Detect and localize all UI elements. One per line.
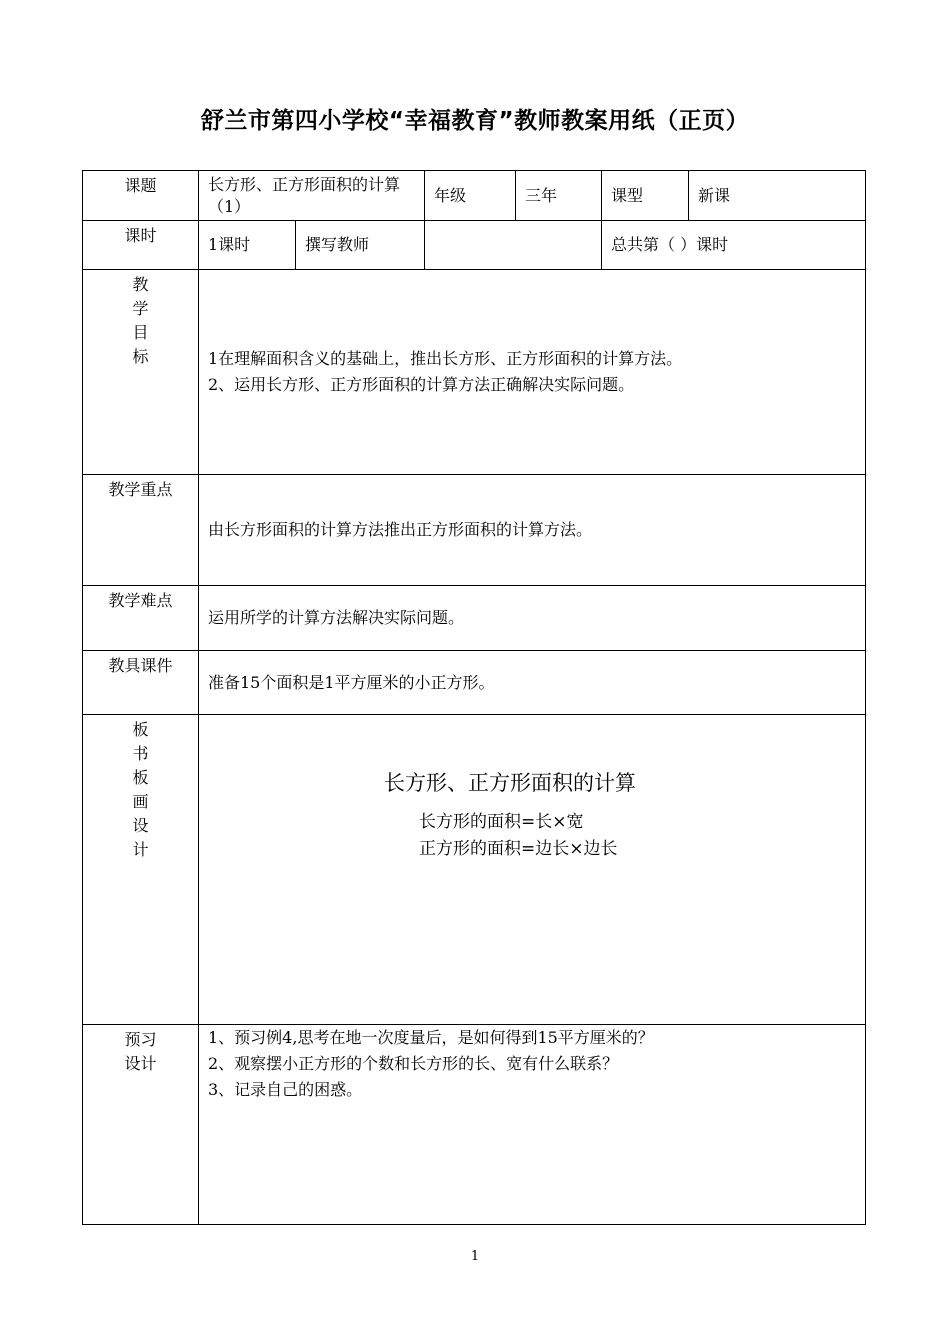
hours-value: 1课时 (199, 221, 296, 270)
author-label: 撰写教师 (296, 221, 425, 270)
preview-label (83, 1025, 199, 1225)
hours-label: 课时 (83, 221, 199, 270)
preview-label-line: 设计 (124, 1054, 157, 1073)
row-hours (83, 221, 866, 270)
lesson-type-value: 新课 (689, 171, 866, 221)
goals-label-char: 标 (132, 347, 149, 366)
lesson-type-label: 课型 (602, 171, 689, 221)
goals-label-char: 学 (132, 299, 149, 318)
grade-label: 年级 (425, 171, 516, 221)
square-area-formula: 正方形的面积=边长×边长 (419, 839, 618, 859)
grade-value: 三年 (516, 171, 602, 221)
lesson-plan-table (82, 170, 866, 1225)
row-difficulty (83, 586, 866, 651)
preview-line: 2、观察摆小正方形的个数和长方形的长、宽有什么联系？ (208, 1054, 619, 1073)
goal-line: 1在理解面积含义的基础上，推出长方形、正方形面积的计算方法。 (208, 349, 683, 368)
row-topic (83, 171, 866, 221)
board-label-char: 计 (132, 840, 149, 859)
row-board (83, 715, 866, 1025)
row-tools (83, 651, 866, 715)
board-heading: 长方形、正方形面积的计算 (384, 771, 636, 795)
tools-label: 教具课件 (83, 651, 199, 715)
difficulty-text: 运用所学的计算方法解决实际问题。 (199, 586, 866, 651)
goals-label-char: 教 (132, 275, 149, 294)
tools-text: 准备15个面积是1平方厘米的小正方形。 (199, 651, 866, 715)
topic-value: 长方形、正方形面积的计算（1） (199, 171, 425, 221)
topic-label: 课题 (83, 171, 199, 221)
preview-line: 1、预习例4,思考在地一次度量后，是如何得到15平方厘米的？ (208, 1028, 654, 1047)
preview-content (199, 1025, 866, 1225)
board-label-char: 画 (132, 792, 149, 811)
row-key-point (83, 475, 866, 586)
author-value (425, 221, 602, 270)
preview-label-line: 预习 (124, 1030, 157, 1049)
board-content (199, 715, 866, 1025)
board-label-char: 设 (132, 816, 149, 835)
rect-area-formula: 长方形的面积=长×宽 (419, 812, 584, 832)
total-hours-label: 总共第（ ）课时 (602, 221, 866, 270)
goals-label-char: 目 (132, 323, 149, 342)
board-label-char: 板 (132, 720, 149, 739)
board-label-char: 板 (132, 768, 149, 787)
difficulty-label: 教学难点 (83, 586, 199, 651)
document-title: 舒兰市第四小学校“幸福教育”教师教案用纸（正页） (200, 108, 750, 134)
board-label-char: 书 (132, 744, 149, 763)
row-goals (83, 270, 866, 475)
goals-content (199, 270, 866, 475)
board-label (83, 715, 199, 1025)
preview-line: 3、记录自己的困惑。 (208, 1080, 363, 1099)
goal-line: 2、运用长方形、正方形面积的计算方法正确解决实际问题。 (208, 375, 635, 394)
key-point-label: 教学重点 (83, 475, 199, 586)
goals-label (83, 270, 199, 475)
key-point-text: 由长方形面积的计算方法推出正方形面积的计算方法。 (199, 475, 866, 586)
row-preview (83, 1025, 866, 1225)
page-number: 1 (470, 1249, 480, 1264)
